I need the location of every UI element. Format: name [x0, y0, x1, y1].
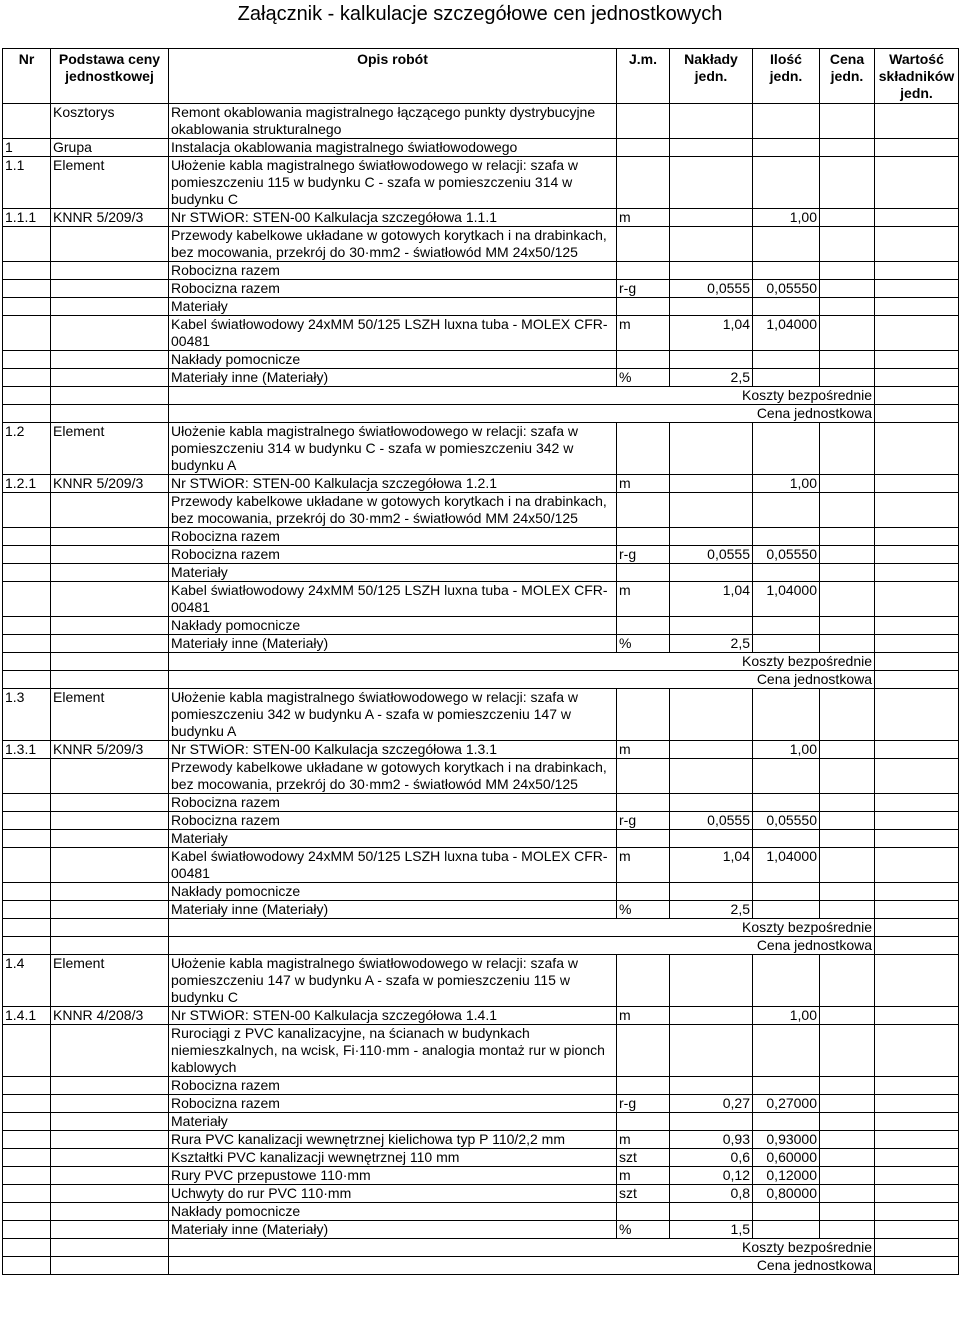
- position-podstawa: KNNR 5/209/3: [51, 741, 169, 759]
- robocizna-heading-row: [3, 1077, 959, 1095]
- koszty-bezposrednie-row: [3, 387, 959, 405]
- robocizna-label: Robocizna razem: [169, 812, 617, 830]
- pomocnicze-naklady: 1,5: [670, 1221, 753, 1239]
- materialy-heading: Materiały: [169, 830, 617, 848]
- position-podstawa: KNNR 5/209/3: [51, 209, 169, 227]
- materialy-heading: Materiały: [169, 564, 617, 582]
- position-desc: Rurociągi z PVC kanalizacyjne, na ścianach w budynkach niemieszkalnych, na wcisk, Fi·110·mm - analogia montaż rur w pionch kablowych: [169, 1025, 617, 1077]
- naklady-pomocnicze-heading-row: [3, 883, 959, 901]
- material-ilosc: 1,04000: [753, 848, 820, 883]
- material-name: Uchwyty do rur PVC 110·mm: [169, 1185, 617, 1203]
- material-row: [3, 848, 959, 883]
- position-row: [3, 475, 959, 493]
- element-nr: 1.2: [3, 423, 51, 475]
- material-row: [3, 1131, 959, 1149]
- koszty-bezposrednie-label: Koszty bezpośrednie: [169, 1239, 875, 1257]
- position-jm: m: [617, 1007, 670, 1025]
- robocizna-row: [3, 1095, 959, 1113]
- material-ilosc: 1,04000: [753, 316, 820, 351]
- element-label: Element: [51, 689, 169, 741]
- koszty-bezposrednie-row: [3, 1239, 959, 1257]
- material-ilosc: 0,60000: [753, 1149, 820, 1167]
- material-naklady: 0,93: [670, 1131, 753, 1149]
- element-nr: 1.1: [3, 157, 51, 209]
- pomocnicze-naklady: 2,5: [670, 369, 753, 387]
- cena-jednostkowa-label: Cena jednostkowa: [169, 405, 875, 423]
- materialy-heading-row: [3, 1113, 959, 1131]
- element-nr: 1.4: [3, 955, 51, 1007]
- material-row: [3, 1185, 959, 1203]
- position-jm: m: [617, 209, 670, 227]
- header-naklady: Nakłady jedn.: [670, 49, 753, 104]
- pomocnicze-jm: %: [617, 369, 670, 387]
- position-nr: 1.1.1: [3, 209, 51, 227]
- element-desc: Ułożenie kabla magistralnego światłowodowego w relacji: szafa w pomieszczeniu 147 w budynku A - szafa w pomieszczeniu 115 w budynku C: [169, 955, 617, 1007]
- material-jm: m: [617, 316, 670, 351]
- cena-jednostkowa-row: [3, 1257, 959, 1275]
- position-desc: Przewody kabelkowe układane w gotowych korytkach i na drabinkach, bez mocowania, przekrój do 30·mm2 - światłowód MM 24x50/125: [169, 759, 617, 794]
- material-ilosc: 0,80000: [753, 1185, 820, 1203]
- cena-jednostkowa-row: [3, 405, 959, 423]
- position-ilosc: 1,00: [753, 209, 820, 227]
- element-row: [3, 689, 959, 741]
- material-jm: m: [617, 1131, 670, 1149]
- position-ilosc: 1,00: [753, 1007, 820, 1025]
- robocizna-jm: r-g: [617, 1095, 670, 1113]
- robocizna-jm: r-g: [617, 280, 670, 298]
- pomocnicze-jm: %: [617, 901, 670, 919]
- header-nr: Nr: [3, 49, 51, 104]
- pomocnicze-jm: %: [617, 635, 670, 653]
- pomocnicze-label: Materiały inne (Materiały): [169, 1221, 617, 1239]
- robocizna-heading-row: [3, 262, 959, 280]
- pomocnicze-naklady: 2,5: [670, 901, 753, 919]
- document-title: Załącznik - kalkulacje szczegółowe cen jednostkowych: [237, 3, 723, 25]
- position-nr: 1.4.1: [3, 1007, 51, 1025]
- material-row: [3, 582, 959, 617]
- position-row: [3, 209, 959, 227]
- material-naklady: 1,04: [670, 848, 753, 883]
- position-ilosc: 1,00: [753, 475, 820, 493]
- position-nr: 1.2.1: [3, 475, 51, 493]
- koszty-bezposrednie-row: [3, 653, 959, 671]
- position-header: Nr STWiOR: STEN-00 Kalkulacja szczegółowa 1.3.1: [169, 741, 617, 759]
- materialy-heading-row: [3, 298, 959, 316]
- grupa-desc: Instalacja okablowania magistralnego światłowodowego: [169, 139, 617, 157]
- position-desc: Przewody kabelkowe układane w gotowych korytkach i na drabinkach, bez mocowania, przekrój do 30·mm2 - światłowód MM 24x50/125: [169, 493, 617, 528]
- robocizna-heading-row: [3, 794, 959, 812]
- grupa-nr: 1: [3, 139, 51, 157]
- robocizna-heading-row: [3, 528, 959, 546]
- element-desc: Ułożenie kabla magistralnego światłowodowego w relacji: szafa w pomieszczeniu 115 w budynku C - szafa w pomieszczeniu 314 w budynku C: [169, 157, 617, 209]
- header-wartosc: Wartość składników jedn.: [875, 49, 959, 104]
- element-row: [3, 955, 959, 1007]
- robocizna-heading: Robocizna razem: [169, 794, 617, 812]
- position-jm: m: [617, 741, 670, 759]
- robocizna-label: Robocizna razem: [169, 546, 617, 564]
- robocizna-row: [3, 280, 959, 298]
- robocizna-ilosc: 0,27000: [753, 1095, 820, 1113]
- grupa-label: Grupa: [51, 139, 169, 157]
- calculation-table: [2, 48, 959, 1275]
- element-label: Element: [51, 955, 169, 1007]
- material-row: [3, 1167, 959, 1185]
- header-opis: Opis robót: [169, 49, 617, 104]
- kosztorys-desc: Remont okablowania magistralnego łączącego punkty dystrybucyjne okablowania strukturalnego: [169, 104, 617, 139]
- header-row: [3, 49, 959, 104]
- robocizna-row: [3, 546, 959, 564]
- header-podstawa: Podstawa ceny jednostkowej: [51, 49, 169, 104]
- material-name: Rura PVC kanalizacji wewnętrznej kielichowa typ P 110/2,2 mm: [169, 1131, 617, 1149]
- naklady-pomocnicze-heading-row: [3, 351, 959, 369]
- position-desc-row: [3, 227, 959, 262]
- position-jm: m: [617, 475, 670, 493]
- position-podstawa: KNNR 4/208/3: [51, 1007, 169, 1025]
- position-row: [3, 1007, 959, 1025]
- kosztorys-label: Kosztorys: [51, 104, 169, 139]
- header-jm: J.m.: [617, 49, 670, 104]
- robocizna-jm: r-g: [617, 546, 670, 564]
- position-nr: 1.3.1: [3, 741, 51, 759]
- naklady-pomocnicze-heading: Nakłady pomocnicze: [169, 617, 617, 635]
- robocizna-row: [3, 812, 959, 830]
- robocizna-heading: Robocizna razem: [169, 528, 617, 546]
- position-desc-row: [3, 493, 959, 528]
- materialy-heading-row: [3, 830, 959, 848]
- grupa-row: [3, 139, 959, 157]
- material-row: [3, 1149, 959, 1167]
- robocizna-naklady: 0,0555: [670, 812, 753, 830]
- material-ilosc: 1,04000: [753, 582, 820, 617]
- material-jm: m: [617, 582, 670, 617]
- element-desc: Ułożenie kabla magistralnego światłowodowego w relacji: szafa w pomieszczeniu 314 w budynku C - szafa w pomieszczeniu 342 w budynku A: [169, 423, 617, 475]
- position-header: Nr STWiOR: STEN-00 Kalkulacja szczegółowa 1.2.1: [169, 475, 617, 493]
- pomocnicze-jm: %: [617, 1221, 670, 1239]
- material-name: Kabel światłowodowy 24xMM 50/125 LSZH luxna tuba - MOLEX CFR-00481: [169, 316, 617, 351]
- robocizna-naklady: 0,0555: [670, 280, 753, 298]
- naklady-pomocnicze-heading-row: [3, 617, 959, 635]
- material-jm: m: [617, 848, 670, 883]
- table-body: [3, 104, 959, 1275]
- material-jm: m: [617, 1167, 670, 1185]
- robocizna-ilosc: 0,05550: [753, 812, 820, 830]
- robocizna-ilosc: 0,05550: [753, 280, 820, 298]
- pomocnicze-row: [3, 1221, 959, 1239]
- robocizna-ilosc: 0,05550: [753, 546, 820, 564]
- pomocnicze-naklady: 2,5: [670, 635, 753, 653]
- pomocnicze-label: Materiały inne (Materiały): [169, 635, 617, 653]
- robocizna-label: Robocizna razem: [169, 1095, 617, 1113]
- robocizna-naklady: 0,27: [670, 1095, 753, 1113]
- element-label: Element: [51, 157, 169, 209]
- pomocnicze-row: [3, 635, 959, 653]
- pomocnicze-row: [3, 369, 959, 387]
- material-jm: szt: [617, 1185, 670, 1203]
- position-podstawa: KNNR 5/209/3: [51, 475, 169, 493]
- koszty-bezposrednie-label: Koszty bezpośrednie: [169, 919, 875, 937]
- material-naklady: 0,12: [670, 1167, 753, 1185]
- naklady-pomocnicze-heading: Nakłady pomocnicze: [169, 1203, 617, 1221]
- element-desc: Ułożenie kabla magistralnego światłowodowego w relacji: szafa w pomieszczeniu 342 w budynku A - szafa w pomieszczeniu 147 w budynku A: [169, 689, 617, 741]
- cena-jednostkowa-row: [3, 937, 959, 955]
- position-header: Nr STWiOR: STEN-00 Kalkulacja szczegółowa 1.4.1: [169, 1007, 617, 1025]
- naklady-pomocnicze-heading: Nakłady pomocnicze: [169, 351, 617, 369]
- naklady-pomocnicze-heading-row: [3, 1203, 959, 1221]
- element-label: Element: [51, 423, 169, 475]
- robocizna-heading: Robocizna razem: [169, 1077, 617, 1095]
- header-ilosc: Ilość jedn.: [753, 49, 820, 104]
- position-ilosc: 1,00: [753, 741, 820, 759]
- position-desc: Przewody kabelkowe układane w gotowych korytkach i na drabinkach, bez mocowania, przekrój do 30·mm2 - światłowód MM 24x50/125: [169, 227, 617, 262]
- material-naklady: 0,6: [670, 1149, 753, 1167]
- cena-jednostkowa-row: [3, 671, 959, 689]
- robocizna-naklady: 0,0555: [670, 546, 753, 564]
- material-name: Kabel światłowodowy 24xMM 50/125 LSZH luxna tuba - MOLEX CFR-00481: [169, 582, 617, 617]
- koszty-bezposrednie-row: [3, 919, 959, 937]
- material-naklady: 1,04: [670, 316, 753, 351]
- material-name: Rury PVC przepustowe 110·mm: [169, 1167, 617, 1185]
- robocizna-label: Robocizna razem: [169, 280, 617, 298]
- robocizna-heading: Robocizna razem: [169, 262, 617, 280]
- naklady-pomocnicze-heading: Nakłady pomocnicze: [169, 883, 617, 901]
- material-ilosc: 0,12000: [753, 1167, 820, 1185]
- material-row: [3, 316, 959, 351]
- cena-jednostkowa-label: Cena jednostkowa: [169, 1257, 875, 1275]
- koszty-bezposrednie-label: Koszty bezpośrednie: [169, 653, 875, 671]
- materialy-heading: Materiały: [169, 1113, 617, 1131]
- position-row: [3, 741, 959, 759]
- pomocnicze-label: Materiały inne (Materiały): [169, 369, 617, 387]
- element-row: [3, 157, 959, 209]
- robocizna-jm: r-g: [617, 812, 670, 830]
- position-desc-row: [3, 1025, 959, 1077]
- koszty-bezposrednie-label: Koszty bezpośrednie: [169, 387, 875, 405]
- material-name: Kształtki PVC kanalizacji wewnętrznej 110 mm: [169, 1149, 617, 1167]
- material-jm: szt: [617, 1149, 670, 1167]
- cena-jednostkowa-label: Cena jednostkowa: [169, 671, 875, 689]
- materialy-heading-row: [3, 564, 959, 582]
- position-desc-row: [3, 759, 959, 794]
- materialy-heading: Materiały: [169, 298, 617, 316]
- material-ilosc: 0,93000: [753, 1131, 820, 1149]
- material-naklady: 1,04: [670, 582, 753, 617]
- material-name: Kabel światłowodowy 24xMM 50/125 LSZH luxna tuba - MOLEX CFR-00481: [169, 848, 617, 883]
- pomocnicze-label: Materiały inne (Materiały): [169, 901, 617, 919]
- element-row: [3, 423, 959, 475]
- element-nr: 1.3: [3, 689, 51, 741]
- header-cena: Cena jedn.: [820, 49, 875, 104]
- pomocnicze-row: [3, 901, 959, 919]
- material-naklady: 0,8: [670, 1185, 753, 1203]
- cena-jednostkowa-label: Cena jednostkowa: [169, 937, 875, 955]
- position-header: Nr STWiOR: STEN-00 Kalkulacja szczegółowa 1.1.1: [169, 209, 617, 227]
- kosztorys-row: [3, 104, 959, 139]
